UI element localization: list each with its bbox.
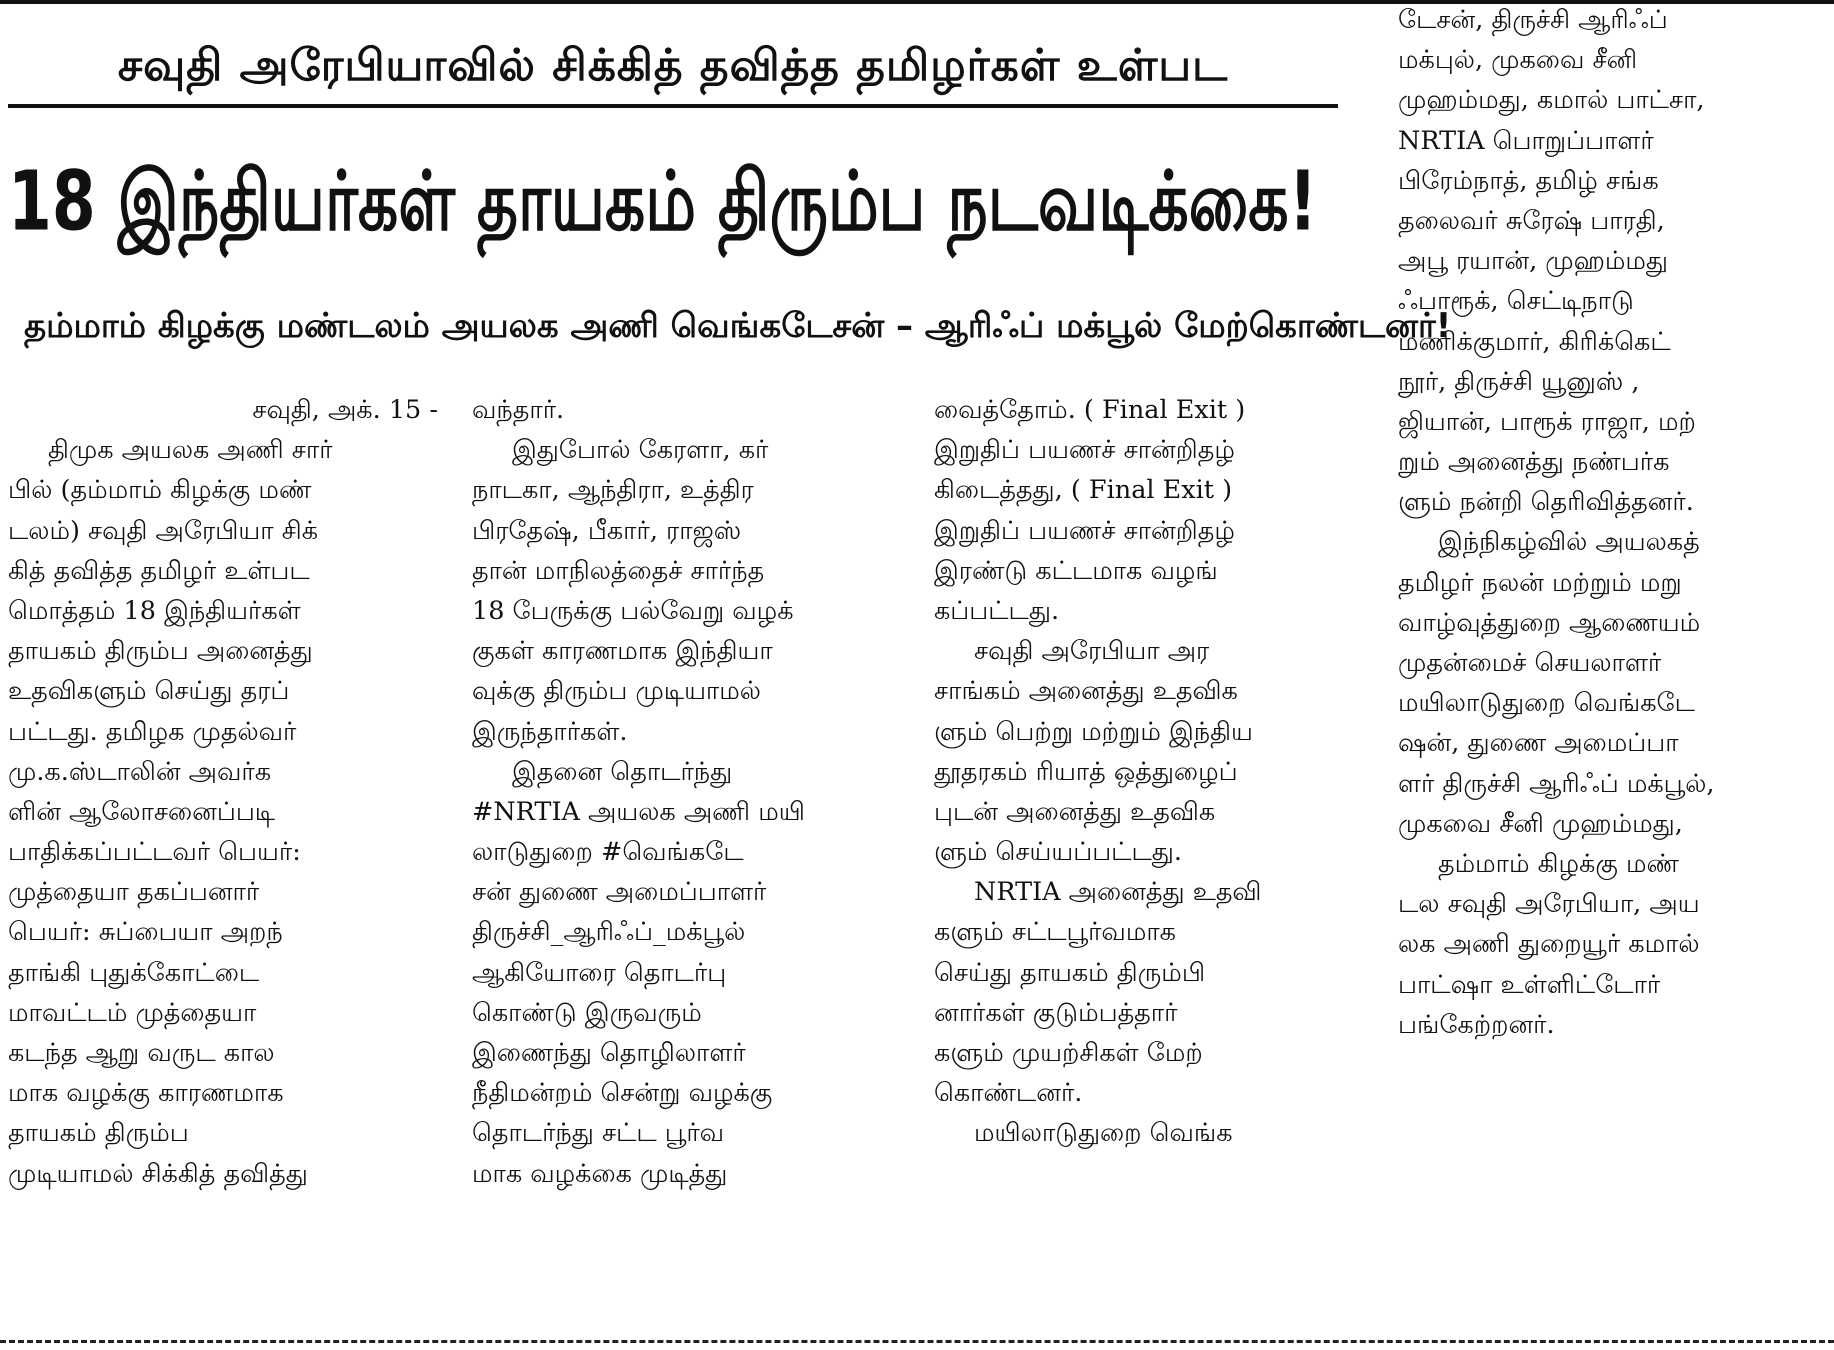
text-line: பாட்ஷா உள்ளிட்டோர்	[1398, 969, 1661, 1000]
text-line: கிடைத்தது, ( Final Exit )	[934, 475, 1233, 506]
text-line: தூதரகம் ரியாத் ஒத்துழைப்	[934, 756, 1238, 787]
text-line: சாங்கம் அனைத்து உதவிக	[934, 676, 1238, 707]
text-line: கொண்டனர்.	[934, 1078, 1083, 1109]
text-line: தொடர்ந்து சட்ட பூர்வ	[472, 1118, 725, 1149]
text-line: வைத்தோம். ( Final Exit )	[934, 395, 1246, 425]
text-line: #NRTIA அயலக அணி மயி	[472, 796, 805, 827]
text-line: குகள் காரணமாக இந்தியா	[472, 636, 773, 667]
text-line: ஜியான், பாரூக் ராஜா, மற்	[1398, 406, 1696, 437]
text-line: முகவை சீனி முஹம்மது,	[1398, 808, 1683, 839]
text-line: சன் துணை அமைப்பாளர்	[472, 877, 767, 908]
text-line: இதுபோல் கேரளா, கர்	[512, 435, 769, 466]
text-line: செய்து தாயகம் திரும்பி	[934, 957, 1206, 988]
article-column-2	[472, 390, 902, 1194]
text-line: கடந்த ஆறு வருட கால	[8, 1038, 275, 1068]
text-line: 18 பேருக்கு பல்வேறு வழக்	[472, 595, 794, 626]
text-line: நூர், திருச்சி யூனுஸ் ,	[1398, 366, 1640, 397]
text-line: மாவட்டம் முத்தையா	[8, 997, 257, 1028]
article-column-3	[934, 390, 1364, 1154]
text-line: மாக வழக்கை முடித்து	[472, 1158, 728, 1189]
text-line: தமிழர் நலன் மற்றும் மறு	[1398, 567, 1682, 598]
text-line: மொத்தம் 18 இந்தியர்கள்	[8, 595, 301, 626]
article-column-1	[8, 390, 438, 1194]
text-line: பெயர்: சுப்பையா அறந்	[8, 917, 283, 948]
text-line: இரண்டு கட்டமாக வழங்	[934, 555, 1218, 586]
text-line: ளும் நன்றி தெரிவித்தனர்.	[1398, 487, 1694, 518]
kicker-underline	[8, 104, 1338, 108]
text-line: வந்தார்.	[472, 395, 565, 425]
text-line: மு.க.ஸ்டாலின் அவர்க	[8, 756, 272, 787]
text-line: உதவிகளும் செய்து தரப்	[8, 676, 290, 707]
text-line: இறுதிப் பயணச் சான்றிதழ்	[934, 515, 1235, 546]
text-line: NRTIA பொறுப்பாளர்	[1398, 125, 1654, 156]
text-line: மயிலாடுதுறை வெங்க	[974, 1118, 1233, 1149]
text-line: இணைந்து தொழிலாளர்	[472, 1038, 746, 1068]
text-line: கொண்டு இருவரும்	[472, 997, 702, 1028]
text-line: இந்நிகழ்வில் அயலகத்	[1438, 527, 1700, 558]
text-line: களும் முயற்சிகள் மேற்	[934, 1038, 1203, 1068]
text-line: நீதிமன்றம் சென்று வழக்கு	[472, 1078, 773, 1109]
text-line: NRTIA அனைத்து உதவி	[974, 877, 1262, 908]
text-line: வாழ்வுத்துறை ஆணையம்	[1398, 607, 1701, 638]
article-subheadline: தம்மாம் கிழக்கு மண்டலம் அயலக அணி வெங்கடேசன் – ஆரிஃப் மக்பூல் மேற்கொண்டனர்!	[24, 306, 1452, 346]
text-line: கப்பட்டது.	[934, 595, 1060, 626]
text-line: டல சவுதி அரேபியா, அய	[1398, 889, 1700, 920]
text-line: ஷன், துணை அமைப்பா	[1398, 728, 1679, 759]
text-line: லக அணி துறையூர் கமால்	[1398, 929, 1700, 960]
text-line: சவுதி அரேபியா அர	[974, 636, 1210, 667]
text-line: நாடகா, ஆந்திரா, உத்திர	[472, 475, 754, 506]
text-line: மணிக்குமார், கிரிக்கெட்	[1398, 326, 1671, 357]
text-line: திமுக அயலக அணி சார்	[48, 435, 333, 466]
text-line: பாதிக்கப்பட்டவர் பெயர்:	[8, 837, 301, 868]
text-line: ளின் ஆலோசனைப்படி	[8, 796, 276, 827]
text-line: தாயகம் திரும்ப	[8, 1118, 189, 1149]
text-line: தாயகம் திரும்ப அனைத்து	[8, 636, 313, 667]
text-line: பட்டது. தமிழக முதல்வர்	[8, 716, 297, 747]
text-line: பிரேம்நாத், தமிழ் சங்க	[1398, 165, 1659, 196]
text-line: பில் (தம்மாம் கிழக்கு மண்	[8, 475, 312, 506]
text-line: களும் சட்டபூர்வமாக	[934, 917, 1176, 948]
text-line: தான் மாநிலத்தைச் சார்ந்த	[472, 555, 765, 586]
text-line: டேசன், திருச்சி ஆரிஃப்	[1398, 5, 1668, 35]
article-column-4	[1398, 0, 1830, 1045]
text-line: ஃபாரூக், செட்டிநாடு	[1398, 286, 1634, 317]
text-line: டலம்) சவுதி அரேபியா சிக்	[8, 515, 319, 546]
text-line: மாக வழக்கு காரணமாக	[8, 1078, 284, 1109]
text-line: சவுதி, அக். 15 -	[252, 395, 438, 425]
text-line: மயிலாடுதுறை வெங்கடே	[1398, 688, 1695, 719]
text-line: திருச்சி_ஆரிஃப்_மக்பூல்	[472, 917, 746, 948]
dashed-divider	[0, 1340, 1834, 1343]
text-line: ஆகியோரை தொடர்பு	[472, 957, 727, 988]
text-line: தலைவர் சுரேஷ் பாரதி,	[1398, 205, 1665, 236]
text-line: முத்தையா தகப்பனார்	[8, 877, 260, 908]
text-line: பங்கேற்றனர்.	[1398, 1009, 1555, 1040]
text-line: முதன்மைச் செயலாளர்	[1398, 648, 1662, 678]
text-line: தாங்கி புதுக்கோட்டை	[8, 957, 260, 988]
text-line: புடன் அனைத்து உதவிக	[934, 796, 1216, 827]
text-line: கித் தவித்த தமிழர் உள்பட	[8, 555, 310, 586]
text-line: பிரதேஷ், பீகார், ராஜஸ்	[472, 515, 742, 546]
article-kicker: சவுதி அரேபியாவில் சிக்கித் தவித்த தமிழர்கள் உள்பட	[117, 40, 1229, 91]
text-line: முடியாமல் சிக்கித் தவித்து	[8, 1158, 308, 1189]
text-line: தம்மாம் கிழக்கு மண்	[1438, 848, 1679, 879]
text-line: னார்கள் குடும்பத்தார்	[934, 997, 1178, 1028]
text-line: முஹம்மது, கமால் பாட்சா,	[1398, 85, 1705, 116]
article-headline: 18 இந்தியர்கள் தாயகம் திரும்ப நடவடிக்கை!	[8, 154, 1318, 249]
text-line: மக்புல், முகவை சீனி	[1398, 45, 1638, 76]
text-line: றும் அனைத்து நண்பர்க	[1398, 447, 1670, 478]
text-line: இருந்தார்கள்.	[472, 716, 628, 747]
text-line: ளும் செய்யப்பட்டது.	[934, 837, 1182, 868]
text-line: இறுதிப் பயணச் சான்றிதழ்	[934, 435, 1235, 466]
text-line: இதனை தொடர்ந்து	[512, 756, 733, 787]
text-line: லாடுதுறை #வெங்கடே	[472, 837, 744, 868]
text-line: அபூ ரயான், முஹம்மது	[1398, 246, 1669, 277]
text-line: ளர் திருச்சி ஆரிஃப் மக்பூல்,	[1398, 768, 1715, 799]
text-line: வுக்கு திரும்ப முடியாமல்	[472, 676, 761, 707]
text-line: ளும் பெற்று மற்றும் இந்திய	[934, 716, 1253, 747]
